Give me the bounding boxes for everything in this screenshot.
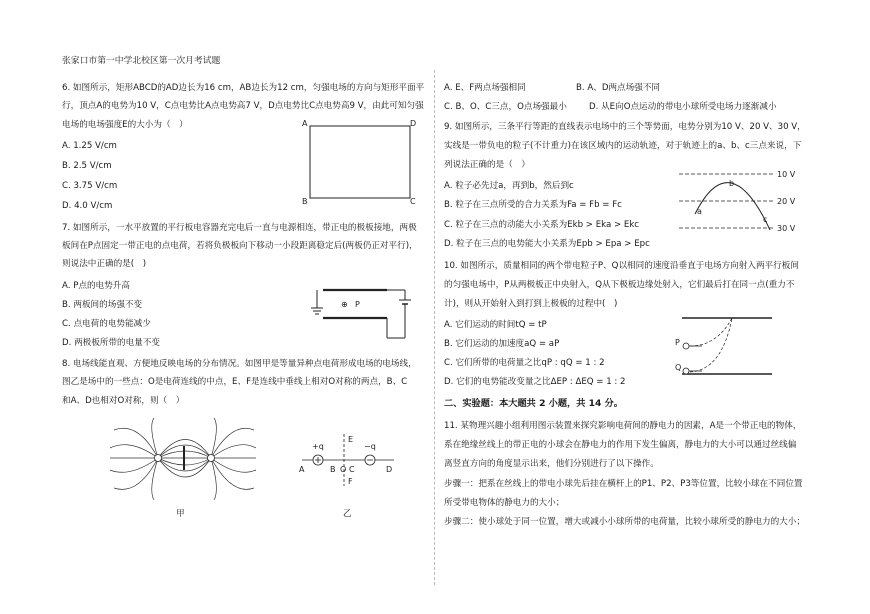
positive-charge-dot <box>155 455 162 462</box>
q8-option-b: B. A、D两点场强不同 <box>576 83 661 93</box>
q7-option-b: B. 两板间的场强不变 <box>62 300 143 310</box>
q10-line-1: 10. 如图所示，质量相同的两个带电粒子P、Q以相同的速度沿垂直于电场方向射入两平行板间 <box>444 261 799 271</box>
q11-line-3: 离竖直方向的角度显示出来，他们分别进行了以下操作。 <box>444 459 659 469</box>
q8-option-d: D. 从E向O点运动的带电小球所受电场力逐渐减小 <box>589 102 777 112</box>
point-b-label: B <box>330 465 336 474</box>
figure-yi-label: 乙 <box>343 509 352 519</box>
q8-points-figure-yi <box>292 428 407 492</box>
q7-option-d: D. 两极板所带的电量不变 <box>62 338 161 348</box>
q9-line-2: 实线是一带负电的粒子(不计重力)在该区域内的运动轨迹，对于轨迹上的a、b、c三点来说，下 <box>444 141 802 151</box>
q6-line-1: 6. 如图所示，矩形ABCD的AD边长为16 cm，AB边长为12 cm，匀强电场的方向与矩形平面平 <box>62 83 425 93</box>
q11-step-2: 步骤二：使小球处于同一位置，增大或减小小球所带的电荷量，比较小球所受的静电力的大小； <box>444 517 805 527</box>
vertex-c-label: C <box>410 197 416 206</box>
point-f-label: F <box>348 477 353 486</box>
q11-step-1-cont: 所受带电物体的静电力的大小； <box>444 498 565 508</box>
point-a-label: A <box>299 465 305 474</box>
q9-line-3: 列说法正确的是（ ） <box>444 160 530 170</box>
q11-step-1: 步骤一：把系在丝线上的带电小球先后挂在横杆上的P1、P2、P3等位置，比较小球在不同位置 <box>444 479 803 489</box>
q10-option-a: A. 它们运动的时间tQ = tP <box>444 320 547 330</box>
point-a-label: a <box>697 207 702 216</box>
q10-deflection-figure <box>672 312 782 384</box>
q9-line-1: 9. 如图所示，三条平行等距的直线表示电场中的三个等势面，电势分别为10 V、20 V、30 V， <box>444 122 806 132</box>
q7-line-3: 则说法中正确的是( ) <box>62 259 147 269</box>
q9-option-b: B. 粒子在三点所受的合力关系为Fa = Fb = Fc <box>444 200 622 210</box>
q6-option-a: A. 1.25 V/cm <box>62 141 117 151</box>
point-o-label: O <box>340 465 347 474</box>
negative-charge-dot <box>208 455 215 462</box>
q8-line-1: 8. 电场线能直观、方便地反映电场的分布情况。如图甲是等量异种点电荷形成电场的电场线， <box>62 359 417 369</box>
q6-option-d: D. 4.0 V/cm <box>62 201 113 211</box>
q11-line-1: 11. 某物理兴趣小组利用图示装置来探究影响电荷间的静电力的因素，A是一个带正电的物体， <box>444 421 802 431</box>
q11-line-2: 系在绝缘丝线上的带正电的小球会在静电力的作用下发生偏离，静电力的大小可以通过丝线偏 <box>444 440 797 450</box>
point-b-label: b <box>729 179 735 188</box>
q6-line-3: 电场的电场强度E的大小为（ ） <box>62 120 188 130</box>
vertex-d-label: D <box>410 119 417 128</box>
q10-line-3: 计)，则从开始射入到打到上极板的过程中( ) <box>444 299 618 309</box>
plus-q-label: +q <box>312 442 324 451</box>
figure-jia-label: 甲 <box>176 509 185 519</box>
point-c-label: c <box>763 215 768 224</box>
exam-title: 张家口市第一中学北校区第一次月考试题 <box>62 56 221 66</box>
q10-option-b: B. 它们运动的加速度aQ = aP <box>444 339 560 349</box>
q7-option-c: C. 点电荷的电势能减少 <box>62 319 151 329</box>
column-divider <box>434 70 435 585</box>
q6-option-b: B. 2.5 V/cm <box>62 161 112 171</box>
q9-equipotential-figure <box>675 164 805 240</box>
point-e-label: E <box>348 435 354 444</box>
q7-option-a: A. P点的电势升高 <box>62 281 130 291</box>
q10-line-2: 的匀强电场中，P从两极板正中央射入，Q从下极板边缘处射入，它们最后打在同一点(重力不 <box>444 280 795 290</box>
point-p-label: P <box>355 300 360 309</box>
q8-field-lines-figure-jia <box>108 416 258 506</box>
point-c-label: C <box>349 465 355 474</box>
minus-q-label: −q <box>364 442 376 451</box>
label-30v: 30 V <box>777 224 796 233</box>
particle-q <box>683 368 689 374</box>
q10-option-d: D. 它们的电势能改变量之比ΔEP : ΔEQ = 1 : 2 <box>444 377 626 387</box>
q8-option-c: C. B、O、C三点，O点场强最小 <box>444 102 567 112</box>
q6-option-c: C. 3.75 V/cm <box>62 181 118 191</box>
label-p: P <box>675 338 680 347</box>
label-10v: 10 V <box>777 170 796 179</box>
q6-line-2: 行，顶点A的电势为10 V，C点电势比A点电势高7 V，D点电势比C点电势高9 V，由此可知匀强 <box>62 101 424 111</box>
q9-option-d: D. 粒子在三点的电势能大小关系为Epb > Epa > Epc <box>444 239 650 249</box>
q10-option-c: C. 它们所带的电荷量之比qP : qQ = 1 : 2 <box>444 358 605 368</box>
q7-line-2: 板间在P点固定一带正电的点电荷，若将负极板向下移动一小段距离稳定后(两板仍正对平行)， <box>62 241 418 251</box>
particle-trajectory <box>695 183 770 230</box>
particle-p <box>683 343 689 349</box>
vertex-b-label: B <box>302 197 308 206</box>
label-20v: 20 V <box>777 197 796 206</box>
q9-option-c: C. 粒子在三点的动能大小关系为Ekb > Eka > Ekc <box>444 220 640 230</box>
q8-line-3: 和A、D也相对O对称，则（ ） <box>62 396 185 406</box>
q8-line-2: 图乙是场中的一些点：O是电荷连线的中点，E、F是连线中垂线上相对O对称的两点，B、C <box>62 377 408 387</box>
q6-rectangle-figure <box>300 118 425 206</box>
section-2-heading: 二、实验题：本大题共 2 小题，共 14 分。 <box>444 398 623 409</box>
label-q: Q <box>675 363 682 372</box>
vertex-a-label: A <box>302 119 308 128</box>
q7-capacitor-figure <box>305 278 420 348</box>
plus-charge-symbol: ⊕ <box>341 300 348 309</box>
q8-option-a: A. E、F两点场强相同 <box>444 83 526 93</box>
q-trajectory <box>690 318 732 372</box>
q7-line-1: 7. 如图所示，一水平放置的平行板电容器充完电后一直与电源相连，带正电的极板接地，两极 <box>62 223 417 233</box>
q9-option-a: A. 粒子必先过a，再到b，然后到c <box>444 181 574 191</box>
rectangle-abcd <box>310 126 410 198</box>
p-trajectory <box>690 318 732 346</box>
point-d-label: D <box>386 465 393 474</box>
